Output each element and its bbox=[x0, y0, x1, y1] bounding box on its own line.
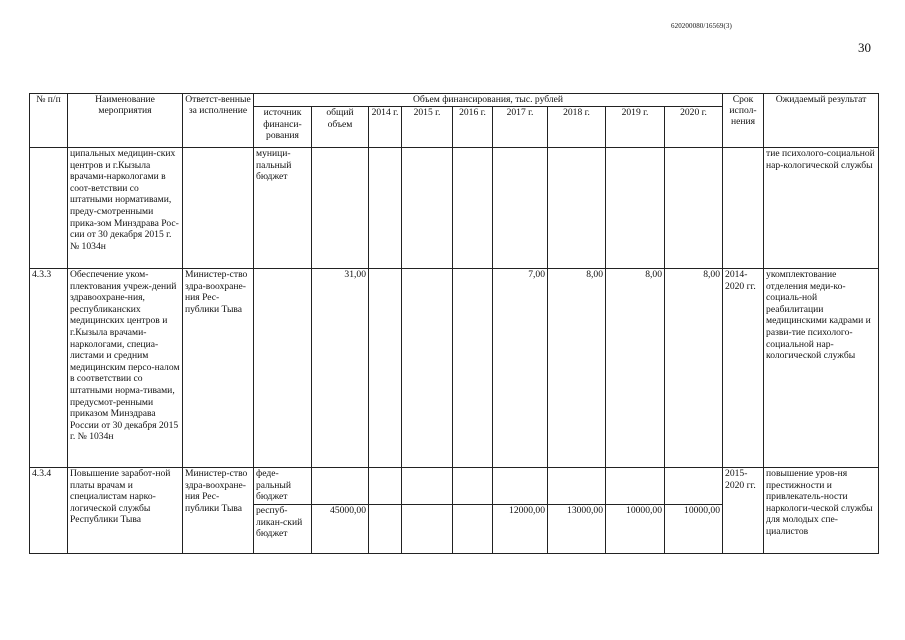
financing-table bbox=[29, 93, 879, 554]
header-result: Ожидаемый результат bbox=[764, 94, 879, 148]
header-2018: 2018 г. bbox=[548, 107, 606, 148]
cell-2015 bbox=[402, 148, 453, 269]
cell-2019 bbox=[606, 148, 665, 269]
cell-2014 bbox=[369, 148, 402, 269]
cell-2015 bbox=[402, 269, 453, 468]
cell-2014 bbox=[369, 468, 402, 505]
header-name: Наименование мероприятия bbox=[68, 94, 183, 148]
table-row bbox=[30, 468, 879, 505]
header-row bbox=[30, 94, 879, 107]
cell-2018: 8,00 bbox=[548, 269, 606, 468]
cell-2017 bbox=[493, 148, 548, 269]
cell-2018: 13000,00 bbox=[548, 505, 606, 554]
cell-2015 bbox=[402, 505, 453, 554]
cell-2017: 7,00 bbox=[493, 269, 548, 468]
cell-2017 bbox=[493, 468, 548, 505]
cell-2014 bbox=[369, 505, 402, 554]
cell-2017: 12000,00 bbox=[493, 505, 548, 554]
header-2015: 2015 г. bbox=[402, 107, 453, 148]
document-code: 620200080/16569(3) bbox=[671, 22, 732, 30]
cell-result: укомплектование отделения меди-ко-социаль-ной реабилитации медицинскими кадрами и разви-тие психолого-социальной нар-кологической службы bbox=[764, 269, 879, 468]
cell-source: респуб-ликан-ский бюджет bbox=[254, 505, 312, 554]
cell-2020: 10000,00 bbox=[665, 505, 723, 554]
header-financing-group: Объем финансирования, тыс. рублей bbox=[254, 94, 723, 107]
cell-responsible: Министер-ство здра-воохране-ния Рес-публики Тыва bbox=[183, 269, 254, 468]
cell-2020 bbox=[665, 148, 723, 269]
cell-2018 bbox=[548, 148, 606, 269]
cell-2019: 10000,00 bbox=[606, 505, 665, 554]
cell-name: ципальных медицин-ских центров и г.Кызыла врачами-наркологами в соот-ветствии со штатными нормативами, преду-смотренными прика-зом Минздрава Рос-сии от 30 декабря 2015 г. № 1034н bbox=[68, 148, 183, 269]
cell-deadline bbox=[723, 148, 764, 269]
cell-result: повышение уров-ня престижности и привлекатель-ности наркологи-ческой службы для молодых спе-циалистов bbox=[764, 468, 879, 554]
header-total: общий объем bbox=[312, 107, 369, 148]
cell-2015 bbox=[402, 468, 453, 505]
cell-num: 4.3.4 bbox=[30, 468, 68, 554]
page-number: 30 bbox=[858, 40, 871, 55]
table-row bbox=[30, 269, 879, 468]
cell-responsible: Министер-ство здра-воохране-ния Рес-публики Тыва bbox=[183, 468, 254, 554]
cell-total bbox=[312, 148, 369, 269]
cell-num: 4.3.3 bbox=[30, 269, 68, 468]
cell-2019: 8,00 bbox=[606, 269, 665, 468]
cell-2016 bbox=[453, 148, 493, 269]
cell-result: тие психолого-социальной нар-кологической службы bbox=[764, 148, 879, 269]
cell-2016 bbox=[453, 468, 493, 505]
cell-total: 45000,00 bbox=[312, 505, 369, 554]
header-responsible: Ответст-венные за исполнение bbox=[183, 94, 254, 148]
cell-total: 31,00 bbox=[312, 269, 369, 468]
header-deadline: Срок испол-нения bbox=[723, 94, 764, 148]
cell-deadline: 2014-2020 гг. bbox=[723, 269, 764, 468]
cell-responsible bbox=[183, 148, 254, 269]
cell-deadline: 2015-2020 гг. bbox=[723, 468, 764, 554]
cell-source: муници-пальный бюджет bbox=[254, 148, 312, 269]
cell-2019 bbox=[606, 468, 665, 505]
cell-total bbox=[312, 468, 369, 505]
cell-source: феде-ральный бюджет bbox=[254, 468, 312, 505]
cell-2020: 8,00 bbox=[665, 269, 723, 468]
header-2014: 2014 г. bbox=[369, 107, 402, 148]
cell-2016 bbox=[453, 269, 493, 468]
cell-num bbox=[30, 148, 68, 269]
header-2020: 2020 г. bbox=[665, 107, 723, 148]
header-num: № п/п bbox=[30, 94, 68, 148]
cell-name: Обеспечение уком-плектования учреж-дений здравоохране-ния, республиканских медицинских центров и г.Кызыла врачами-наркологами, специа-листами и средним медицинским персо-налом в соответствии со штатными норма-тивами, предусмот-ренными приказом Минздрава России от 30 декабря 2015 г. № 1034н bbox=[68, 269, 183, 468]
cell-2016 bbox=[453, 505, 493, 554]
header-2019: 2019 г. bbox=[606, 107, 665, 148]
table-row bbox=[30, 148, 879, 269]
cell-2014 bbox=[369, 269, 402, 468]
header-source: источник финанси-рования bbox=[254, 107, 312, 148]
header-2016: 2016 г. bbox=[453, 107, 493, 148]
header-2017: 2017 г. bbox=[493, 107, 548, 148]
cell-source bbox=[254, 269, 312, 468]
cell-2020 bbox=[665, 468, 723, 505]
cell-2018 bbox=[548, 468, 606, 505]
cell-name: Повышение заработ-ной платы врачам и специалистам нарко-логической службы Республики Тыва bbox=[68, 468, 183, 554]
